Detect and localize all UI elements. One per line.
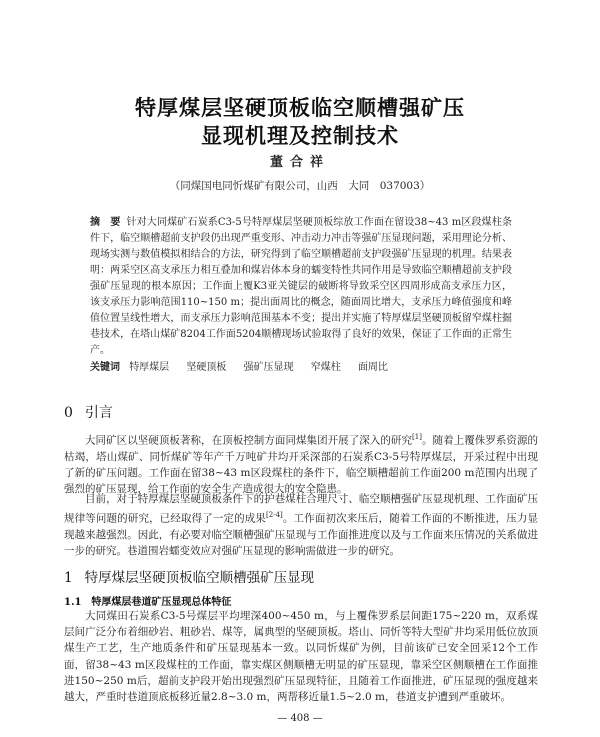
- keyword: 窄煤柱: [310, 362, 341, 373]
- keywords-line: [90, 360, 512, 376]
- subsection-number: 1.1: [64, 597, 82, 608]
- abstract-paragraph: [90, 215, 512, 359]
- intro-text: 大同矿区以坚硬顶板著称，在顶板控制方面同煤集团开展了深入的研究: [85, 434, 413, 447]
- intro-text: 。工作面初次来压后，随着工作面的不断推进，压力显现越来越强烈。因此，有必要对临空顺槽强矿压显现与工作面推进度以及与工作面来压情况的关系做进一步的研究。巷道围岩蠕变效应对强矿压显现的影响需做进一步的研究。: [64, 512, 538, 558]
- author-affiliation: （同煤国电同忻煤矿有限公司，山西 大同 037003）: [169, 180, 431, 192]
- section-title: 特厚煤层坚硬顶板临空顺槽强矿压显现: [84, 570, 315, 586]
- keyword: 面周比: [357, 362, 388, 373]
- section-title: 引言: [84, 405, 113, 421]
- intro-paragraph-1: [64, 429, 538, 497]
- section-heading-1: [64, 566, 314, 586]
- citation: [2-4]: [266, 511, 283, 520]
- keyword: 特厚煤层: [129, 362, 170, 373]
- page-number: — 408 —: [277, 713, 323, 724]
- author-name: 董合祥: [269, 155, 330, 170]
- keyword: 坚硬顶板: [186, 362, 227, 373]
- intro-paragraph-2: [64, 491, 538, 559]
- subsection-heading-1-1: [64, 593, 231, 608]
- section1-paragraph: [64, 608, 538, 705]
- intro-text: 。随着上覆侏罗系资源的枯竭，塔山煤矿、同忻煤矿等年产千万吨矿井均开采深部的石炭系C3-5号特厚煤层，开采过程中出现了新的矿压问题。工作面在留38~43 m区段煤柱的条件下，临空顺槽超前工作面200 m范围内出现了强烈的矿压显现，给工作面的安全生产造成很大的安全隐患。: [64, 434, 539, 496]
- abstract-heading: 摘 要: [90, 217, 121, 228]
- section-number: 1: [64, 570, 73, 586]
- paper-title-line1: 特厚煤层坚硬顶板临空顺槽强矿压: [135, 96, 465, 120]
- intro-text: 目前，对于特厚煤层坚硬顶板条件下的护巷煤柱合理尺寸、临空顺槽强矿压显现机理、工作面矿压规律等问题的研究，已经取得了一定的成果: [64, 493, 538, 525]
- citation: [1]: [412, 433, 422, 441]
- subsection-title: 特厚煤层巷道矿压显现总体特征: [91, 597, 232, 608]
- abstract-block: [90, 215, 512, 376]
- paper-title-line2: 显现机理及控制技术: [201, 124, 399, 148]
- abstract-text: 针对大同煤矿石炭系C3-5号特厚煤层坚硬顶板综放工作面在留设38~43 m区段煤柱条件下，临空顺槽超前支护段仍出现严重变形、冲击动力冲击等强矿压显现问题，采用理论分析、现场实测与数值模拟相结合的方法，研究得到了临空顺槽超前支护段强矿压显现的机理。结果表明：两采空区高支承压力相互叠加和煤岩体本身的蠕变特性共同作用是导致临空顺槽超前支护段强矿压显现的根本原因；工作面上覆K3亚关键层的破断将导致采空区四周形成高支承压力区，该支承压力影响范围110~150 m；提出面周比的概念，随面周比增大，支承压力峰值强度和峰值位置呈线性增大，而支承压力影响范围基本不变；提出并实施了特厚煤层坚硬顶板留窄煤柱掘巷技术，在塔山煤矿8204工作面5204顺槽现场试验取得了良好的效果，保证了工作面的正常生产。: [90, 217, 512, 356]
- keywords-heading: 关键词: [90, 362, 120, 373]
- section1-text: 大同煤田石炭系C3-5号煤层平均埋深400~450 m，与上覆侏罗系层间距175~220 m，双系煤层间广泛分布着细砂岩、粗砂岩、煤等，属典型的坚硬顶板。塔山、同忻等特大型矿井均采用低位放顶煤生产工艺，生产地质条件和矿压显现基本一致。以同忻煤矿为例，目前该矿已安全回采12个工作面，留38~43 m区段煤柱的工作面，靠实煤区侧顺槽无明显的矿压显现，靠采空区侧顺槽在工作面推进150~250 m后，超前支护段开始出现强烈矿压显现特征，且随着工作面推进，矿压显现的强度越来越大，严重时巷道顶底板移近量2.8~3.0 m，两帮移近量1.5~2.0 m，巷道支护遭到严重破坏。: [64, 610, 538, 704]
- section-number: 0: [64, 405, 73, 421]
- section-heading-introduction: [64, 402, 113, 422]
- keyword: 强矿压显现: [243, 362, 294, 373]
